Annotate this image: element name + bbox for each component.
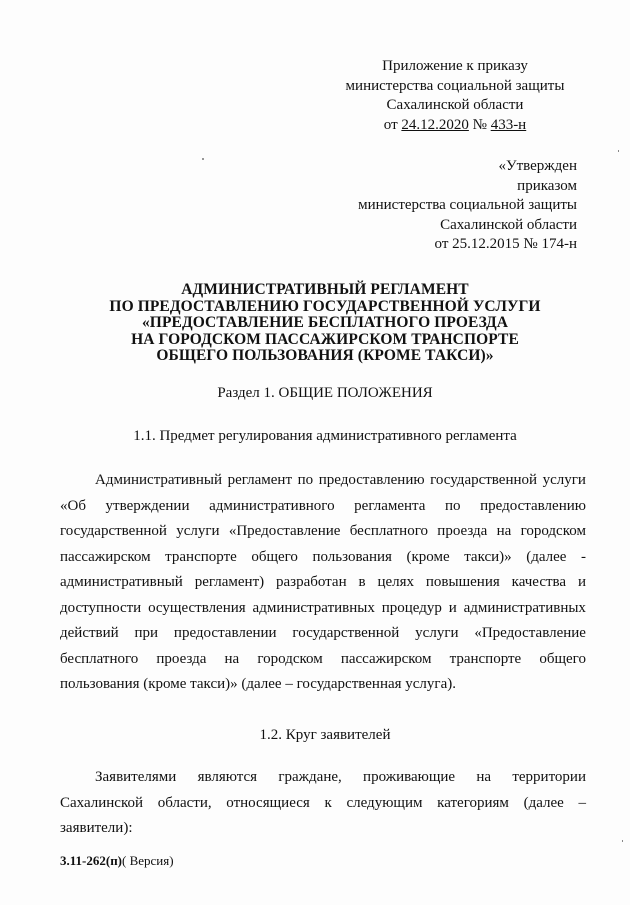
word: проживающие <box>363 769 456 785</box>
word: осуществления <box>148 599 246 616</box>
word: и <box>448 599 457 616</box>
word: услуги <box>176 523 220 539</box>
word: (кроме <box>406 548 450 565</box>
word: такси)» <box>464 548 512 565</box>
attachment-line: Приложение к приказу <box>382 58 528 74</box>
attachment-line: министерства социальной защиты <box>345 77 565 94</box>
attachment-date-line: от 24.12.2020 № 433-н <box>383 116 527 133</box>
word: (далее <box>523 794 564 811</box>
paragraph-line <box>60 519 586 545</box>
approved-line: Сахалинской области <box>440 216 577 233</box>
word: услуги <box>415 625 459 641</box>
word: при <box>134 625 159 641</box>
word: регламент) <box>194 574 265 590</box>
paragraph-line <box>60 545 586 571</box>
word: целях <box>377 574 415 590</box>
word: государственной <box>430 472 538 488</box>
word: и <box>577 574 586 590</box>
word: услуги <box>542 472 586 488</box>
paragraph-line <box>60 765 586 791</box>
word: транспорте <box>165 548 237 565</box>
word: проезда <box>437 523 488 539</box>
word: на <box>224 650 240 667</box>
title-line: НА ГОРОДСКОМ ПАССАЖИРСКОМ ТРАНСПОРТЕ <box>131 330 519 348</box>
word: предоставлению <box>480 497 586 514</box>
word: разработан <box>276 574 347 590</box>
word: Административный <box>95 472 223 488</box>
word: административный <box>60 574 183 590</box>
paragraph-line <box>60 621 586 647</box>
word: административных <box>252 599 375 616</box>
word: общего <box>539 650 586 667</box>
word: утверждении <box>105 497 190 514</box>
word: Сахалинской <box>60 794 144 811</box>
word: пассажирском <box>340 650 432 667</box>
word: бесплатного <box>60 650 139 667</box>
paragraph-line <box>60 494 586 520</box>
title-line: АДМИНИСТРАТИВНЫЙ РЕГЛАМЕНТ <box>181 281 469 298</box>
word: являются <box>197 769 258 785</box>
word: бесплатного <box>349 523 428 539</box>
word: регламент <box>227 472 293 488</box>
word: доступности <box>60 599 142 616</box>
approved-line: от 25.12.2015 № 174-н <box>434 236 577 252</box>
word: проезда <box>156 650 207 667</box>
subsection-heading-1: 1.1. Предмет регулирования административного регламента <box>133 428 517 444</box>
word: пассажирском <box>60 548 151 565</box>
section-heading: Раздел 1. ОБЩИЕ ПОЛОЖЕНИЯ <box>217 385 433 401</box>
paragraph-line: пользования (кроме такси)» (далее – государственная услуга). <box>60 676 456 692</box>
word: действий <box>60 625 119 641</box>
document-footer <box>60 853 174 869</box>
word: предоставлении <box>173 625 277 641</box>
paragraph-line <box>60 647 586 673</box>
title-line: ПО ПРЕДОСТАВЛЕНИЮ ГОСУДАРСТВЕННОЙ УСЛУГИ <box>109 297 541 315</box>
word: к <box>324 794 332 811</box>
paragraph-line: заявители): <box>60 820 133 836</box>
word: государственной <box>60 523 167 539</box>
word: административных <box>463 599 586 616</box>
word: граждане, <box>278 769 342 785</box>
word: - <box>580 548 586 565</box>
word: регламента <box>354 497 426 514</box>
word: относящиеся <box>226 794 310 811</box>
document-code: 3.11-262(п) <box>60 853 123 868</box>
paragraph-line <box>60 596 586 622</box>
approved-line: приказом <box>517 177 577 194</box>
word: на <box>496 523 512 539</box>
order-attachment-block <box>340 57 570 135</box>
word: – <box>578 794 586 811</box>
order-date: 24.12.2020 <box>401 116 469 133</box>
word: городском <box>257 650 323 667</box>
word: предоставлению <box>318 472 425 488</box>
title-line: ОБЩЕГО ПОЛЬЗОВАНИЯ (КРОМЕ ТАКСИ)» <box>156 347 494 364</box>
document-title <box>60 282 590 365</box>
word: (далее <box>526 548 567 565</box>
subsection-heading-2: 1.2. Круг заявителей <box>259 727 391 743</box>
word: «Предоставление <box>228 523 341 539</box>
title-line: «ПРЕДОСТАВЛЕНИЕ БЕСПЛАТНОГО ПРОЕЗДА <box>141 314 509 331</box>
word: категориям <box>437 794 509 811</box>
scan-speck <box>202 158 204 160</box>
paragraph-line <box>60 468 586 494</box>
word: Заявителями <box>95 769 177 785</box>
word: в <box>358 574 366 590</box>
word: по <box>297 472 314 488</box>
approved-line: «Утвержден <box>498 158 577 174</box>
word: общего <box>251 548 298 565</box>
word: территории <box>512 769 586 785</box>
word: следующим <box>346 794 423 811</box>
paragraph-line <box>60 570 586 596</box>
word: на <box>476 769 492 785</box>
attachment-line: Сахалинской области <box>386 97 524 113</box>
word: по <box>445 497 461 514</box>
order-number: 433-н <box>490 116 527 133</box>
word: «Предоставление <box>474 625 586 641</box>
word: повышения <box>425 574 500 590</box>
word: городском <box>520 523 586 539</box>
scan-speck <box>618 150 619 152</box>
word: административного <box>209 497 335 514</box>
scan-speck <box>622 840 623 842</box>
approved-block <box>355 157 577 255</box>
word: области, <box>157 794 212 811</box>
approved-line: министерства социальной защиты <box>358 197 577 213</box>
word: государственной <box>292 625 400 641</box>
paragraph-subject <box>60 468 586 698</box>
word: «Об <box>60 497 86 514</box>
paragraph-applicants <box>60 765 586 842</box>
word: пользования <box>312 548 392 565</box>
paragraph-line <box>60 791 586 817</box>
word: транспорте <box>449 650 522 667</box>
word: процедур <box>381 599 442 616</box>
word: качества <box>511 574 567 590</box>
document-version: ( Версия) <box>122 853 174 868</box>
